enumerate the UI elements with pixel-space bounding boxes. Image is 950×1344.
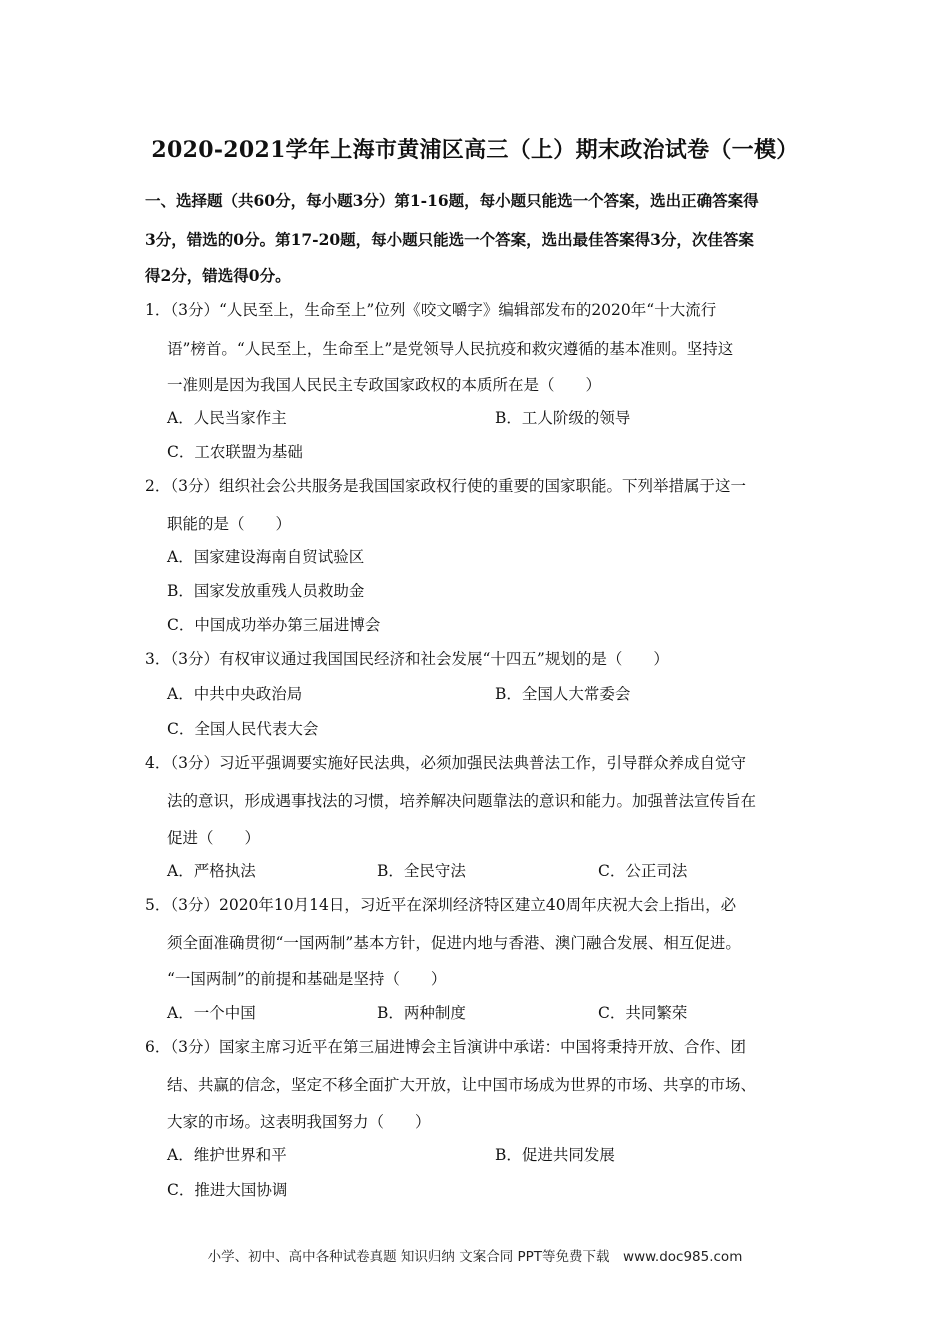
question-6-option-c[interactable]: C．推进大国协调 xyxy=(167,1181,288,1199)
question-5-option-b[interactable]: B．两种制度 xyxy=(377,1004,466,1022)
question-3-option-a[interactable]: A．中共中央政治局 xyxy=(167,685,303,703)
question-4-line-2: 法的意识，形成遇事找法的习惯，培养解决问题靠法的意识和能力。加强普法宣传旨在 xyxy=(167,792,757,810)
question-1-line-2: 语”榜首。“人民至上，生命至上”是党领导人民抗疫和救灾遵循的基本准则。坚持这 xyxy=(167,340,734,358)
question-6-line-2: 结、共赢的信念，坚定不移全面扩大开放，让中国市场成为世界的市场、共享的市场、 xyxy=(167,1076,757,1094)
question-5-option-a[interactable]: A．一个中国 xyxy=(167,1004,256,1022)
question-4-option-a[interactable]: A．严格执法 xyxy=(167,862,256,880)
question-6-line-1: 6．（3分）国家主席习近平在第三届进博会主旨演讲中承诺：中国将秉持开放、合作、团 xyxy=(145,1038,746,1056)
question-1-option-b[interactable]: B．工人阶级的领导 xyxy=(495,409,631,427)
question-1-option-c[interactable]: C．工农联盟为基础 xyxy=(167,443,303,461)
question-6-line-3: 大家的市场。这表明我国努力（ ） xyxy=(167,1113,431,1131)
question-2-option-b[interactable]: B．国家发放重残人员救助金 xyxy=(167,582,365,600)
question-4-line-3: 促进（ ） xyxy=(167,829,261,847)
question-2-line-2: 职能的是（ ） xyxy=(167,515,292,533)
question-5-line-2: 须全面准确贯彻“一国两制”基本方针，促进内地与香港、澳门融合发展、相互促进。 xyxy=(167,934,741,952)
question-2-line-1: 2．（3分）组织社会公共服务是我国国家政权行使的重要的国家职能。下列举措属于这一 xyxy=(145,477,746,495)
question-5-option-c[interactable]: C．共同繁荣 xyxy=(598,1004,688,1022)
question-3-option-c[interactable]: C．全国人民代表大会 xyxy=(167,720,319,738)
question-3-option-b[interactable]: B．全国人大常委会 xyxy=(495,685,631,703)
section-instruction-line-2: 3分，错选的0分。第17-20题，每小题只能选一个答案，选出最佳答案得3分，次佳答案 xyxy=(145,230,754,249)
question-6-option-b[interactable]: B．促进共同发展 xyxy=(495,1146,615,1164)
question-5-line-3: “一国两制”的前提和基础是坚持（ ） xyxy=(167,970,447,988)
section-instruction-line-3: 得2分，错选得0分。 xyxy=(145,266,291,285)
question-1-option-a[interactable]: A．人民当家作主 xyxy=(167,409,287,427)
question-2-option-c[interactable]: C．中国成功举办第三届进博会 xyxy=(167,616,381,634)
question-4-option-c[interactable]: C．公正司法 xyxy=(598,862,688,880)
question-1-line-3: 一准则是因为我国人民民主专政国家政权的本质所在是（ ） xyxy=(167,376,602,394)
page-title: 2020-2021学年上海市黄浦区高三（上）期末政治试卷（一模） xyxy=(151,137,799,163)
question-1-line-1: 1．（3分）“人民至上，生命至上”位列《咬文嚼字》编辑部发布的2020年“十大流行 xyxy=(145,301,717,319)
page-footer[interactable]: 小学、初中、高中各种试卷真题 知识归纳 文案合同 PPT等免费下载 www.doc985.com xyxy=(207,1249,743,1265)
question-2-option-a[interactable]: A．国家建设海南自贸试验区 xyxy=(167,548,365,566)
question-4-line-1: 4．（3分）习近平强调要实施好民法典，必须加强民法典普法工作，引导群众养成自觉守 xyxy=(145,754,746,772)
question-4-option-b[interactable]: B．全民守法 xyxy=(377,862,466,880)
question-6-option-a[interactable]: A．维护世界和平 xyxy=(167,1146,287,1164)
question-5-line-1: 5．（3分）2020年10月14日，习近平在深圳经济特区建立40周年庆祝大会上指出，必 xyxy=(145,896,737,914)
section-instruction-line-1: 一、选择题（共60分，每小题3分）第1-16题，每小题只能选一个答案，选出正确答案得 xyxy=(145,191,759,210)
question-3-line-1: 3．（3分）有权审议通过我国国民经济和社会发展“十四五”规划的是（ ） xyxy=(145,650,669,668)
